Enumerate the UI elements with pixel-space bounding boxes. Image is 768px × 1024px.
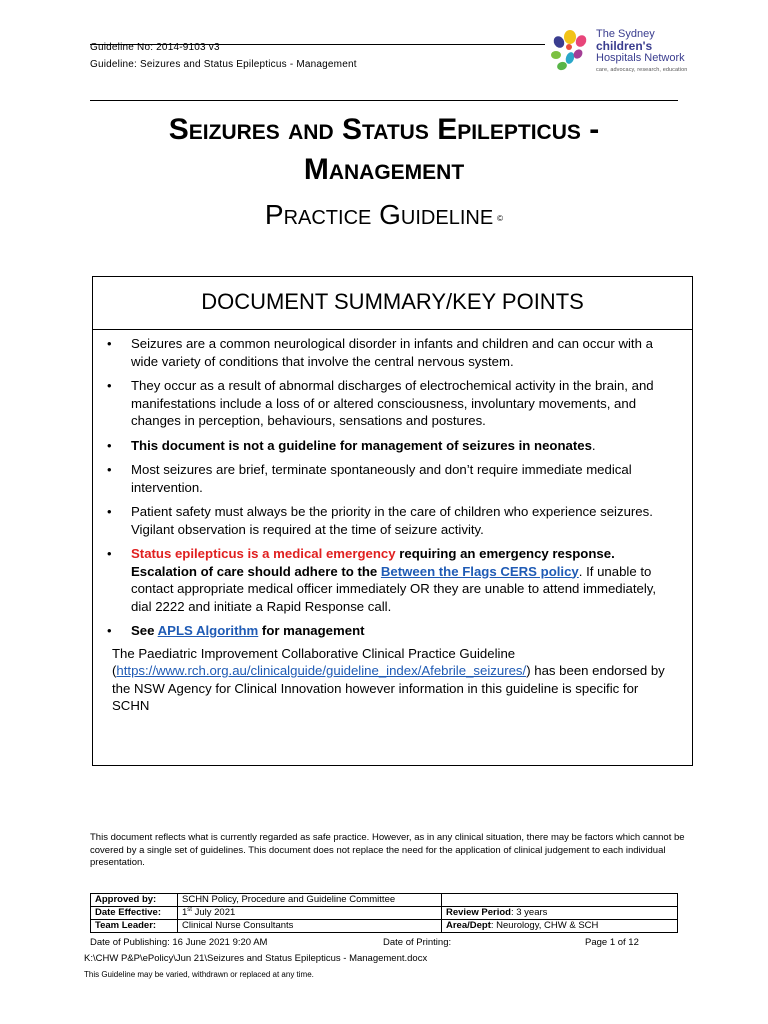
date-of-publishing: Date of Publishing: 16 June 2021 9:20 AM	[90, 937, 268, 948]
title-line1: Seizures and Status Epilepticus -	[168, 113, 600, 146]
team-leader-value: Clinical Nurse Consultants	[178, 920, 442, 933]
date-effective-label: Date Effective:	[91, 907, 178, 920]
key-point-text: for management	[258, 623, 365, 638]
file-path: K:\CHW P&P\ePolicy\Jun 21\Seizures and Status Epilepticus - Management.docx	[84, 953, 428, 964]
approval-table	[90, 893, 678, 933]
subtitle-text: Practice Guideline	[264, 199, 494, 230]
logo-tagline: care, advocacy, research, education	[596, 67, 688, 73]
title-line2: Management	[303, 153, 465, 186]
paragraph-text: ) has been endorsed by the NSW Agency for Clinical Innovation however information in this guideline is specific for SCHN	[112, 663, 665, 713]
key-point-text: This document is not a guideline for management of seizures in neonates	[131, 437, 592, 453]
flower-logo-icon	[548, 28, 594, 74]
key-point	[131, 377, 672, 430]
cers-policy-link[interactable]: Between the Flags CERS policy	[380, 563, 579, 579]
key-point	[131, 545, 672, 615]
key-point	[131, 335, 672, 370]
key-point-text: Patient safety must always be the priority in the care of children who experience seizures. Vigilant observation is required at the time of seizure activity.	[131, 504, 653, 537]
logo-line2: children's	[596, 39, 653, 53]
key-point	[131, 461, 672, 496]
summary-heading: DOCUMENT SUMMARY/KEY POINTS	[93, 277, 692, 330]
key-point-text: Most seizures are brief, terminate spontaneously and don’t require immediate medical intervention.	[131, 462, 632, 495]
review-period-label: Review Period	[446, 907, 511, 918]
table-row	[91, 894, 678, 907]
guideline-name: Guideline: Seizures and Status Epilepticus - Management	[90, 59, 357, 70]
logo-line1: The Sydney	[596, 28, 655, 40]
date-effective-value: 1st July 2021	[178, 907, 442, 920]
area-dept-label: Area/Dept	[446, 920, 491, 931]
page-number: Page 1 of 12	[585, 937, 639, 948]
table-row	[91, 920, 678, 933]
key-point	[131, 437, 672, 455]
key-point	[131, 622, 672, 640]
document-title	[0, 110, 768, 190]
paragraph-text: The Paediatric Improvement Collaborative Clinical Practice Guideline (	[112, 645, 516, 678]
area-dept-value: : Neurology, CHW & SCH	[490, 920, 599, 931]
disclaimer: This document reflects what is currently regarded as safe practice. However, as in any clinical situation, there may be factors which cannot be covered by a single set of guidelines. This document does not replace the need for the application of clinical judgement to each individual presentation.	[90, 832, 685, 868]
rch-guideline-link[interactable]: https://www.rch.org.au/clinicalguide/guideline_index/Afebrile_seizures/	[116, 663, 527, 678]
apls-algorithm-link[interactable]: APLS Algorithm	[157, 623, 259, 638]
empty-cell	[442, 894, 678, 907]
endorsement-paragraph	[93, 645, 692, 715]
key-points-list	[93, 335, 692, 640]
document-subtitle	[0, 198, 768, 232]
key-point-text: They occur as a result of abnormal discharges of electrochemical activity in the brain, and manifestations include a loss of or altered consciousness, involuntary movements, and changes in perception, behaviours, sensations and postures.	[131, 378, 654, 428]
team-leader-label: Team Leader:	[91, 920, 178, 933]
key-point-text: .	[591, 437, 596, 453]
date-of-printing: Date of Printing:	[383, 937, 452, 948]
footer-note: This Guideline may be varied, withdrawn or replaced at any time.	[84, 970, 314, 979]
key-point-text: . If unable to contact appropriate medical officer immediately OR they are unable to attend immediately, dial 2222 and initiate a Rapid Response call.	[131, 563, 657, 614]
schn-logo	[548, 28, 698, 82]
key-point-text: requiring an emergency response. Escalation of care should adhere to the	[131, 546, 615, 579]
key-point-text: Seizures are a common neurological disorder in infants and children and can occur with a wide variety of conditions that involve the central nervous system.	[131, 336, 653, 369]
key-point-text: See	[131, 623, 158, 638]
approved-by-value: SCHN Policy, Procedure and Guideline Committee	[178, 894, 442, 907]
approved-by-label: Approved by:	[91, 894, 178, 907]
summary-box	[92, 276, 693, 766]
key-point	[131, 503, 672, 538]
logo-line3: Hospitals Network	[596, 52, 685, 64]
summary-body	[93, 335, 692, 715]
review-period-cell	[442, 907, 678, 920]
review-period-value: : 3 years	[510, 907, 548, 918]
logo-wordmark	[596, 28, 687, 76]
guideline-number: Guideline No: 2014-9103 v3	[90, 42, 220, 53]
emergency-text: Status epilepticus is a medical emergency	[131, 546, 396, 561]
area-dept-cell	[442, 920, 678, 933]
header-rule	[90, 100, 678, 101]
table-row	[91, 907, 678, 920]
copyright-mark: ©	[497, 214, 504, 223]
